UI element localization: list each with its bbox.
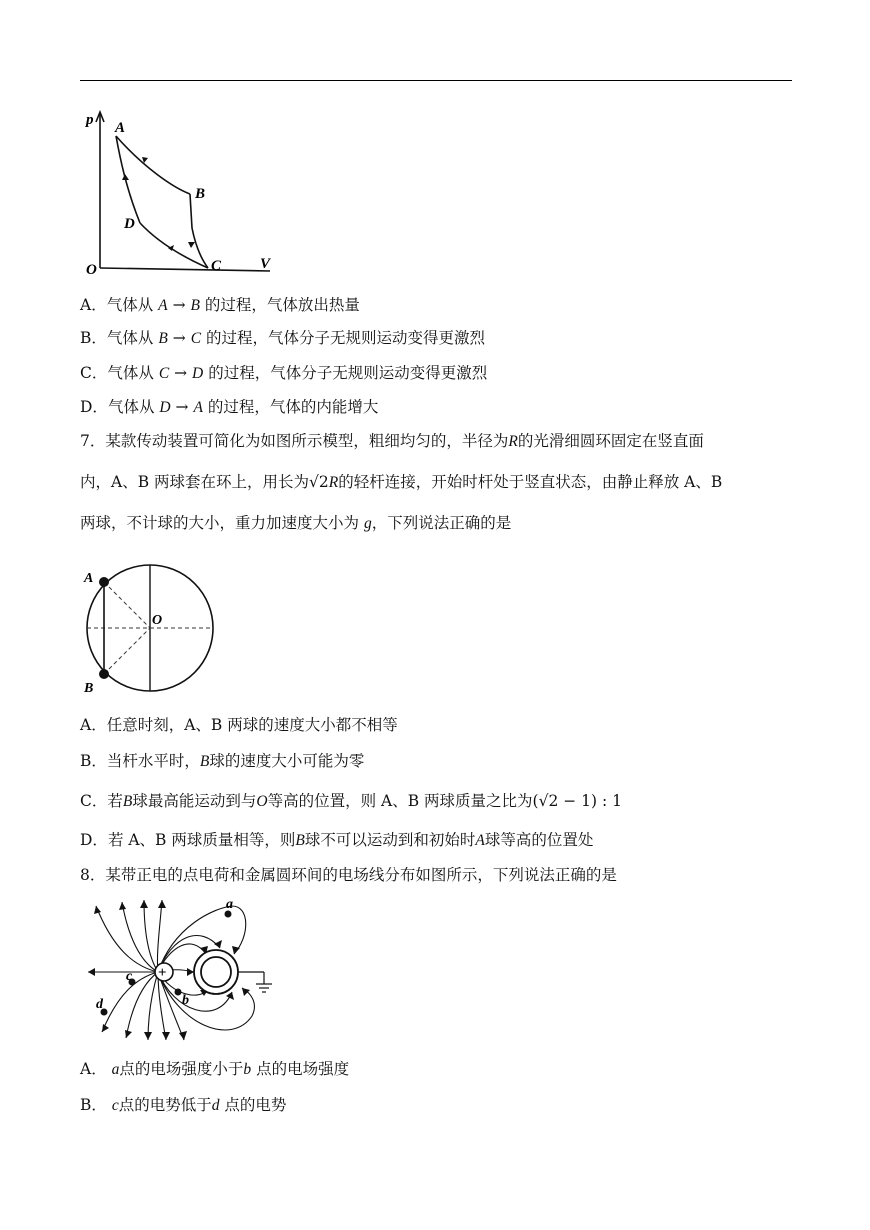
q6-option-a: A．气体从 A → B 的过程，气体放出热量 [80,296,360,314]
q6-option-d: D．气体从 D → A 的过程，气体的内能增大 [80,398,379,416]
label-o: O [86,262,97,278]
pv-diagram [84,108,284,280]
arrow-da [122,174,129,180]
label-d: d [96,997,103,1012]
q6-option-c: C．气体从 C → D 的过程，气体分子无规则运动变得更激烈 [80,364,488,382]
line-b-down [190,194,192,228]
q7-option-b: B．当杆水平时，B球的速度大小可能为零 [80,752,365,770]
label-d: D [124,216,135,232]
ball-a [99,577,109,587]
q7-stem-line1: 7．某款传动装置可简化为如图所示模型，粗细均匀的，半径为R的光滑细圆环固定在竖直面 [80,432,704,450]
header-rule [80,80,792,81]
ball-b [99,669,109,679]
q7-stem-line2: 内，A、B 两球套在环上，用长为√2R的轻杆连接，开始时杆处于竖直状态，由静止释放 A、B [80,473,723,491]
label-b: b [182,993,189,1008]
charge-sign: + [158,965,167,981]
q7-option-c: C．若B球最高能运动到与O等高的位置，则 A、B 两球质量之比为(√2 − 1) : 1 [80,792,623,810]
label-a: A [84,571,94,586]
label-c: c [126,969,133,984]
dash-bo [104,628,150,674]
metal-ring-inner [201,957,231,987]
q7-option-d: D．若 A、B 两球质量相等，则B球不可以运动到和初始时A球等高的位置处 [80,831,594,849]
label-p: p [86,112,94,128]
ring-diagram [80,562,220,696]
label-v: V [260,256,271,272]
label-b: B [195,186,206,202]
q8-option-a: A． a点的电场强度小于b 点的电场强度 [80,1060,350,1078]
q7-stem-line3: 两球，不计球的大小，重力加速度大小为 g，下列说法正确的是 [80,514,512,532]
arrow-bc [188,242,195,248]
label-c: C [211,258,222,274]
label-a: a [226,897,233,912]
v-axis [100,268,270,271]
q7-option-a: A．任意时刻，A、B 两球的速度大小都不相等 [80,716,398,734]
q8-option-b: B． c点的电势低于d 点的电势 [80,1096,287,1114]
label-a: A [115,120,126,136]
curve-cd [140,223,208,268]
field-diagram [82,896,278,1044]
dash-ao [104,582,150,628]
q8-stem: 8．某带正电的点电荷和金属圆环间的电场线分布如图所示，下列说法正确的是 [80,866,617,884]
q6-option-b: B．气体从 B → C 的过程，气体分子无规则运动变得更激烈 [80,329,485,347]
label-o: O [152,613,163,628]
label-b: B [84,681,94,696]
point-b [175,989,182,996]
